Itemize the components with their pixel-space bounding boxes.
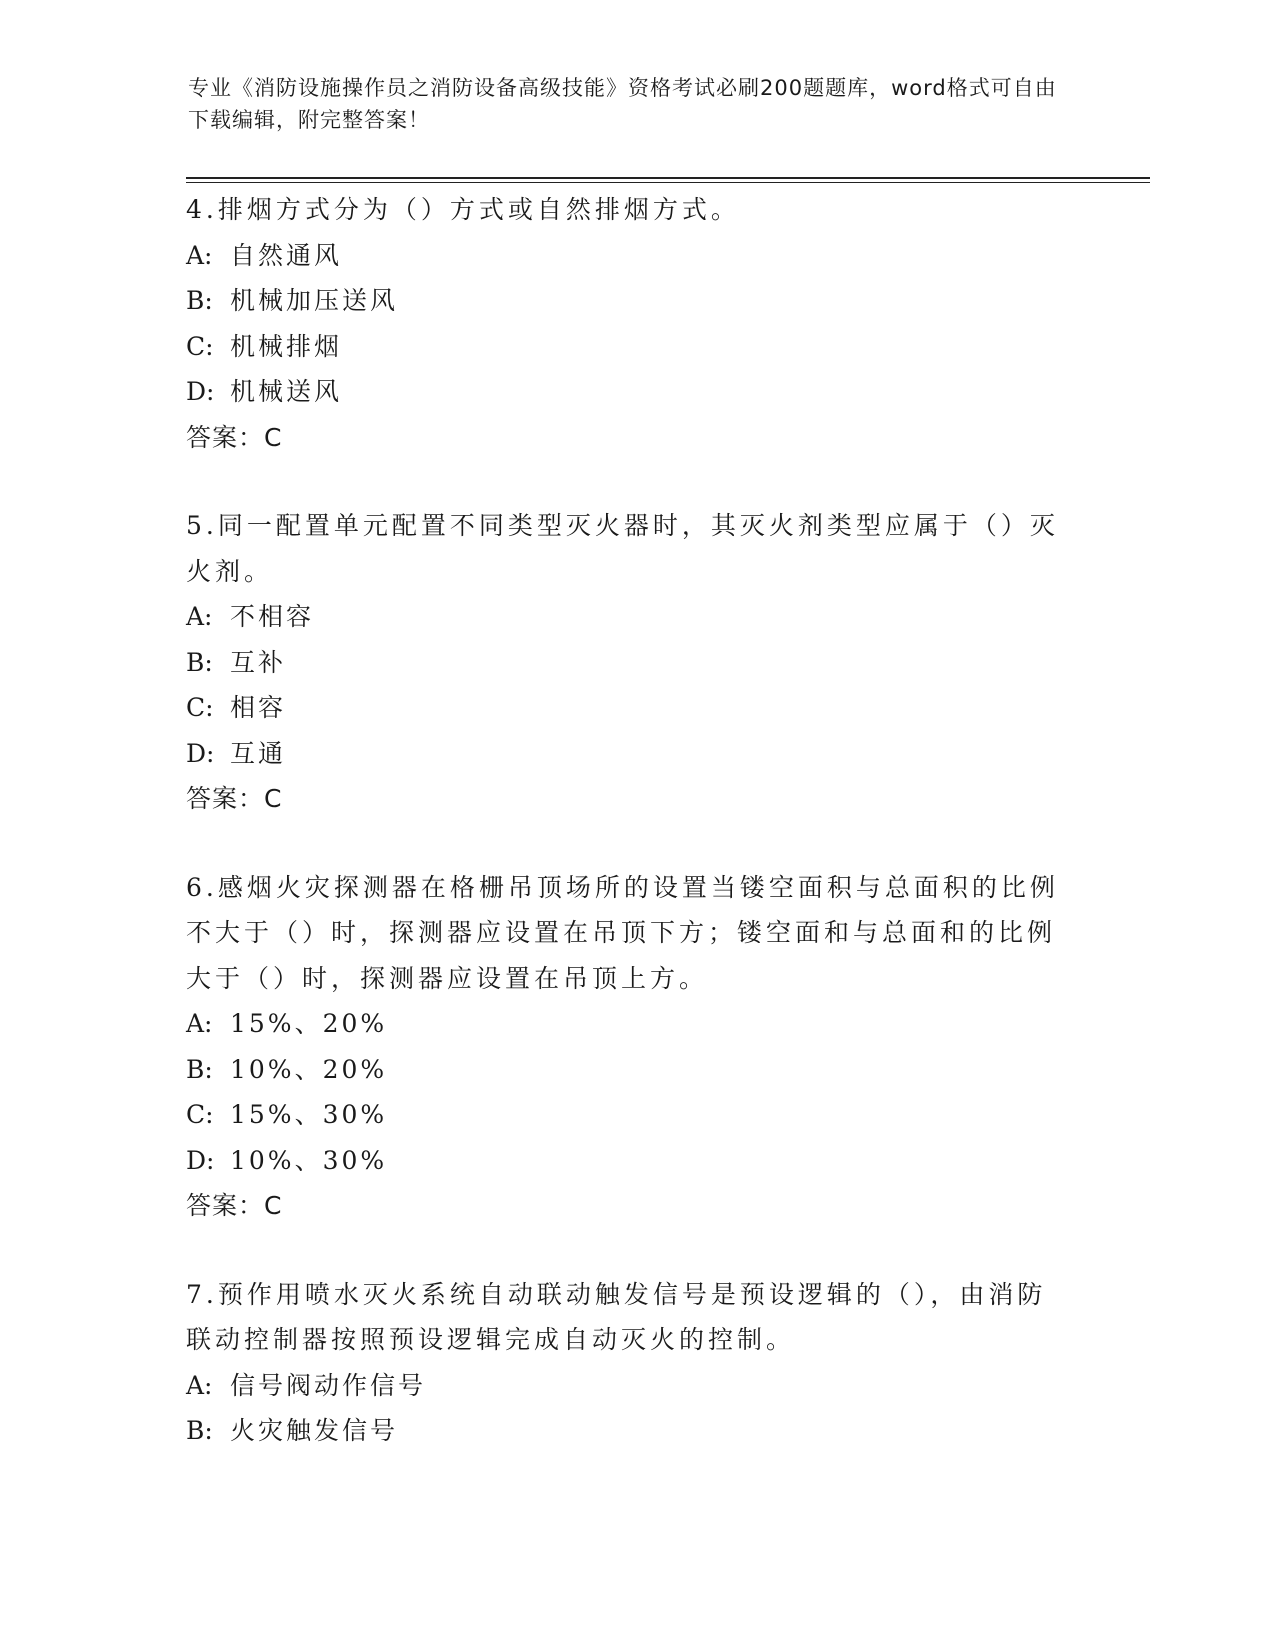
option-key: C: [186, 1100, 214, 1129]
option-key: B: [186, 1416, 213, 1445]
option-text: 互通 [230, 738, 287, 768]
question-5 [186, 503, 1066, 822]
option-text: 机械排烟 [230, 331, 343, 361]
option-b [186, 278, 1066, 324]
option-a [186, 594, 1066, 640]
option-d [186, 731, 1066, 777]
option-text: 10%、30% [230, 1145, 388, 1175]
document-header: 专业《消防设施操作员之消防设备高级技能》资格考试必刷200题题库，word格式可自由下载编辑，附完整答案！ [188, 76, 1057, 132]
question-7 [186, 1272, 1066, 1454]
question-list [186, 187, 1066, 1497]
option-key: B: [186, 1054, 213, 1084]
option-key: D: [186, 738, 215, 768]
option-b [186, 1408, 1066, 1454]
option-key: A: [186, 240, 213, 270]
option-b [186, 640, 1066, 686]
option-text: 自然通风 [230, 240, 343, 270]
option-key: A: [186, 602, 213, 631]
option-key: D: [186, 377, 215, 406]
question-stem: 7.预作用喷水灭火系统自动联动触发信号是预设逻辑的（），由消防联动控制器按照预设逻辑完成自动灭火的控制。 [186, 1279, 1047, 1354]
answer-label: 答案：C [186, 1191, 283, 1220]
option-text: 15%、30% [230, 1100, 388, 1129]
header-divider-thick [186, 177, 1150, 179]
question-6 [186, 865, 1066, 1229]
option-b [186, 1047, 1066, 1093]
answer-label: 答案：C [186, 422, 283, 452]
option-c [186, 324, 1066, 370]
option-a [186, 1001, 1066, 1047]
question-4 [186, 187, 1066, 460]
question-stem: 4.排烟方式分为（）方式或自然排烟方式。 [186, 195, 740, 224]
option-text: 互补 [230, 647, 287, 677]
option-a [186, 233, 1066, 279]
header-divider-thin [186, 182, 1150, 183]
option-text: 机械加压送风 [230, 286, 399, 315]
option-d [186, 369, 1066, 415]
option-key: B: [186, 647, 213, 677]
option-text: 相容 [230, 693, 287, 722]
option-text: 10%、20% [230, 1054, 388, 1084]
option-d [186, 1138, 1066, 1184]
question-stem: 5.同一配置单元配置不同类型灭火器时，其灭火剂类型应属于（）灭火剂。 [186, 511, 1059, 586]
option-key: A: [186, 1370, 213, 1400]
option-text: 不相容 [230, 602, 315, 631]
option-key: C: [186, 331, 214, 361]
option-text: 信号阀动作信号 [230, 1370, 427, 1400]
option-key: C: [186, 693, 214, 722]
answer-label: 答案：C [186, 784, 283, 813]
option-key: B: [186, 286, 213, 315]
option-text: 机械送风 [230, 377, 343, 406]
option-key: A: [186, 1009, 213, 1038]
option-text: 火灾触发信号 [230, 1416, 399, 1445]
option-c [186, 685, 1066, 731]
option-a [186, 1363, 1066, 1409]
option-c [186, 1092, 1066, 1138]
option-key: D: [186, 1145, 215, 1175]
option-text: 15%、20% [230, 1009, 388, 1038]
question-stem: 6.感烟火灾探测器在格栅吊顶场所的设置当镂空面积与总面积的比例不大于（）时，探测器应设置在吊顶下方；镂空面和与总面和的比例大于（）时，探测器应设置在吊顶上方。 [186, 872, 1059, 993]
